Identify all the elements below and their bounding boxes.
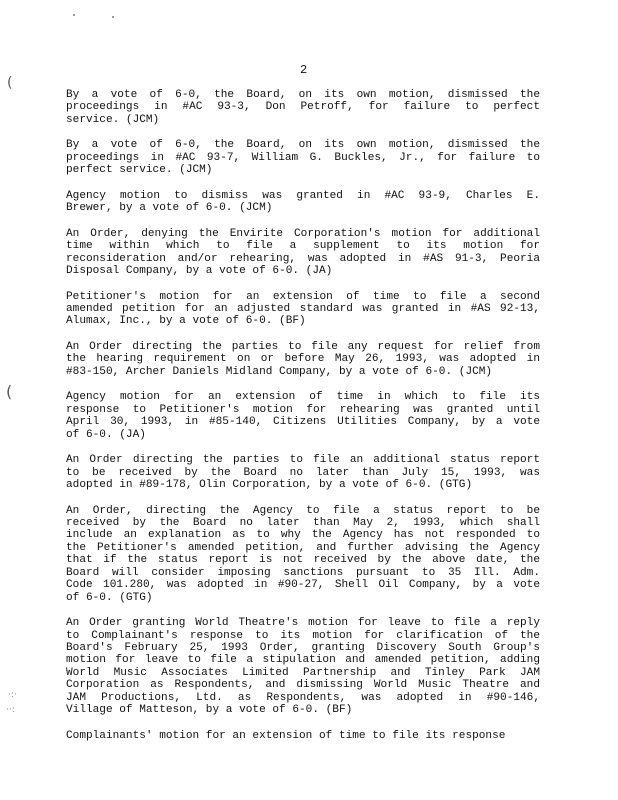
text-line: perfect service. (JCM) (66, 164, 213, 177)
text-line: of 6-0. (JA) (66, 428, 146, 441)
text-line: Petitioner's motion for an extension of time to file a second (66, 290, 540, 303)
page-number: 2 (300, 63, 308, 77)
document-body (66, 89, 540, 755)
paragraph (66, 617, 540, 716)
text-line: Board's February 25, 1993 Order, granting Discovery South Group's (66, 641, 540, 654)
paragraph (66, 190, 540, 215)
paragraph (66, 228, 540, 278)
paragraph (66, 291, 540, 328)
punch-hole-mark: ( (7, 75, 13, 91)
text-line: received by the Board no later than May 2, 1993, which shall (66, 517, 540, 530)
text-line: April 30, 1993, in #85-140, Citizens Utilities Company, by a vote (66, 416, 540, 429)
text-line: Complainants' motion for an extension of time to file its response (66, 729, 506, 742)
paragraph (66, 454, 540, 491)
text-line: World Music Associates Limited Partnership and Tinley Park JAM (66, 666, 540, 679)
text-line: Agency motion to dismiss was granted in #AC 93-9, Charles E. (66, 189, 540, 202)
text-line: By a vote of 6-0, the Board, on its own motion, dismissed the (66, 139, 540, 152)
paragraph (66, 730, 540, 742)
text-line: JAM Productions, Ltd. as Respondents, was adopted in #90-146, (66, 691, 540, 704)
text-line: include an explanation as to why the Agency has not responded to (66, 529, 540, 542)
paragraph (66, 391, 540, 441)
text-line: Village of Matteson, by a vote of 6-0. (BF) (66, 703, 353, 716)
text-line: the Petitioner's amended petition, and further advising the Agency (66, 541, 540, 554)
text-line: of 6-0. (GTG) (66, 591, 153, 604)
text-line: An Order directing the parties to file any request for relief from (66, 341, 540, 354)
text-line: An Order, denying the Envirite Corporation's motion for additional (66, 227, 540, 240)
text-line: Alumax, Inc., by a vote of 6-0. (BF) (66, 315, 306, 328)
text-line: Code 101.280, was adopted in #90-27, Shell Oil Company, by a vote (66, 579, 540, 592)
text-line: Brewer, by a vote of 6-0. (JCM) (66, 202, 273, 215)
text-line: An Order directing the parties to file an additional status report (66, 454, 540, 467)
paragraph (66, 505, 540, 604)
text-line: time within which to file a supplement to its motion for (66, 240, 540, 253)
scan-smudge: ··: (6, 705, 15, 715)
text-line: Disposal Company, by a vote of 6-0. (JA) (66, 265, 333, 278)
text-line: proceedings in #AC 93-3, Don Petroff, for failure to perfect (66, 101, 540, 114)
paragraph (66, 89, 540, 126)
text-line: service. (JCM) (66, 113, 160, 126)
text-line: to be received by the Board no later than July 15, 1993, was (66, 466, 540, 479)
text-line: By a vote of 6-0, the Board, on its own motion, dismissed the (66, 89, 540, 101)
text-line: the hearing requirement on or before May 26, 1993, was adopted in (66, 353, 540, 366)
punch-hole-mark: ( (6, 382, 13, 401)
text-line: Board will consider imposing sanctions pursuant to 35 Ill. Adm. (66, 566, 540, 579)
text-line: motion for leave to file a stipulation and amended petition, adding (66, 654, 540, 667)
text-line: An Order, directing the Agency to file a status report to be (66, 504, 540, 517)
scan-speck (112, 16, 114, 18)
text-line: adopted in #89-178, Olin Corporation, by a vote of 6-0. (GTG) (66, 479, 473, 492)
text-line: An Order granting World Theatre's motion for leave to file a reply (66, 617, 540, 630)
text-line: that if the status report is not received by the above date, the (66, 554, 540, 567)
text-line: response to Petitioner's motion for rehearing was granted until (66, 403, 540, 416)
paragraph (66, 139, 540, 176)
text-line: reconsideration and/or rehearing, was adopted in #AS 91-3, Peoria (66, 252, 540, 265)
paragraph (66, 341, 540, 378)
scan-speck (73, 14, 75, 16)
text-line: amended petition for an adjusted standard was granted in #AS 92-13, (66, 303, 540, 316)
text-line: proceedings in #AC 93-7, William G. Buckles, Jr., for failure to (66, 151, 540, 164)
text-line: Corporation as Respondents, and dismissing World Music Theatre and (66, 679, 540, 692)
text-line: #83-150, Archer Daniels Midland Company, by a vote of 6-0. (JCM) (66, 365, 493, 378)
scan-smudge: ·:· (8, 690, 17, 700)
text-line: to Complainant's response to its motion for clarification of the (66, 629, 540, 642)
text-line: Agency motion for an extension of time in which to file its (66, 391, 540, 404)
